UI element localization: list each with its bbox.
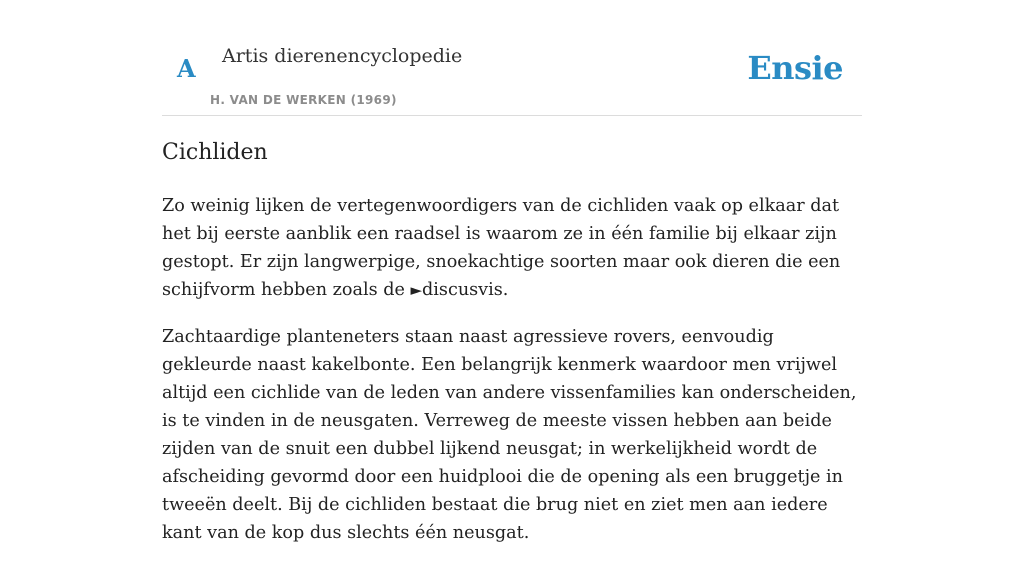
paragraph-1-text: Zo weinig lijken de vertegenwoordigers van de cichliden vaak op elkaar dat het bij eerste aanblik een raadsel is waarom ze in één familie bij elkaar zijn gestopt. Er zijn langwerpige, snoekachtige soorten maar ook dieren die een schijfvorm hebben zoals de — [162, 196, 841, 300]
article-body — [162, 192, 862, 566]
source-header — [162, 0, 862, 116]
paragraph-2: Zachtaardige planteneters staan naast agressieve rovers, eenvoudig gekleurde naast kakelbonte. Een belangrijk kenmerk waardoor men vrijwel altijd een cichlide van de leden van andere vissenfamilies kan onderscheiden, is te vinden in de neusgaten. Verreweg de meeste vissen hebben aan beide zijden van de snuit een dubbel lijkend neusgat; in werkelijkheid wordt de afscheiding gevormd door een huidplooi die de opening als een bruggetje in tweeën deelt. Bij de cichliden bestaat die brug niet en ziet men aan iedere kant van de kop dus slechts één neusgat. — [162, 327, 857, 543]
paragraph-1-end: . — [502, 280, 509, 300]
paragraph-1 — [162, 192, 862, 304]
book-author: H. VAN DE WERKEN (1969) — [210, 93, 397, 107]
ensie-logo[interactable]: Ensie — [747, 49, 843, 87]
xref-arrow-icon: ► — [410, 281, 423, 299]
page — [162, 0, 862, 543]
book-letter-link[interactable]: A — [177, 54, 196, 83]
article-title: Cichliden — [162, 140, 268, 165]
discusvis-link[interactable]: discusvis — [422, 280, 503, 300]
book-title[interactable]: Artis dierenencyclopedie — [222, 45, 463, 67]
